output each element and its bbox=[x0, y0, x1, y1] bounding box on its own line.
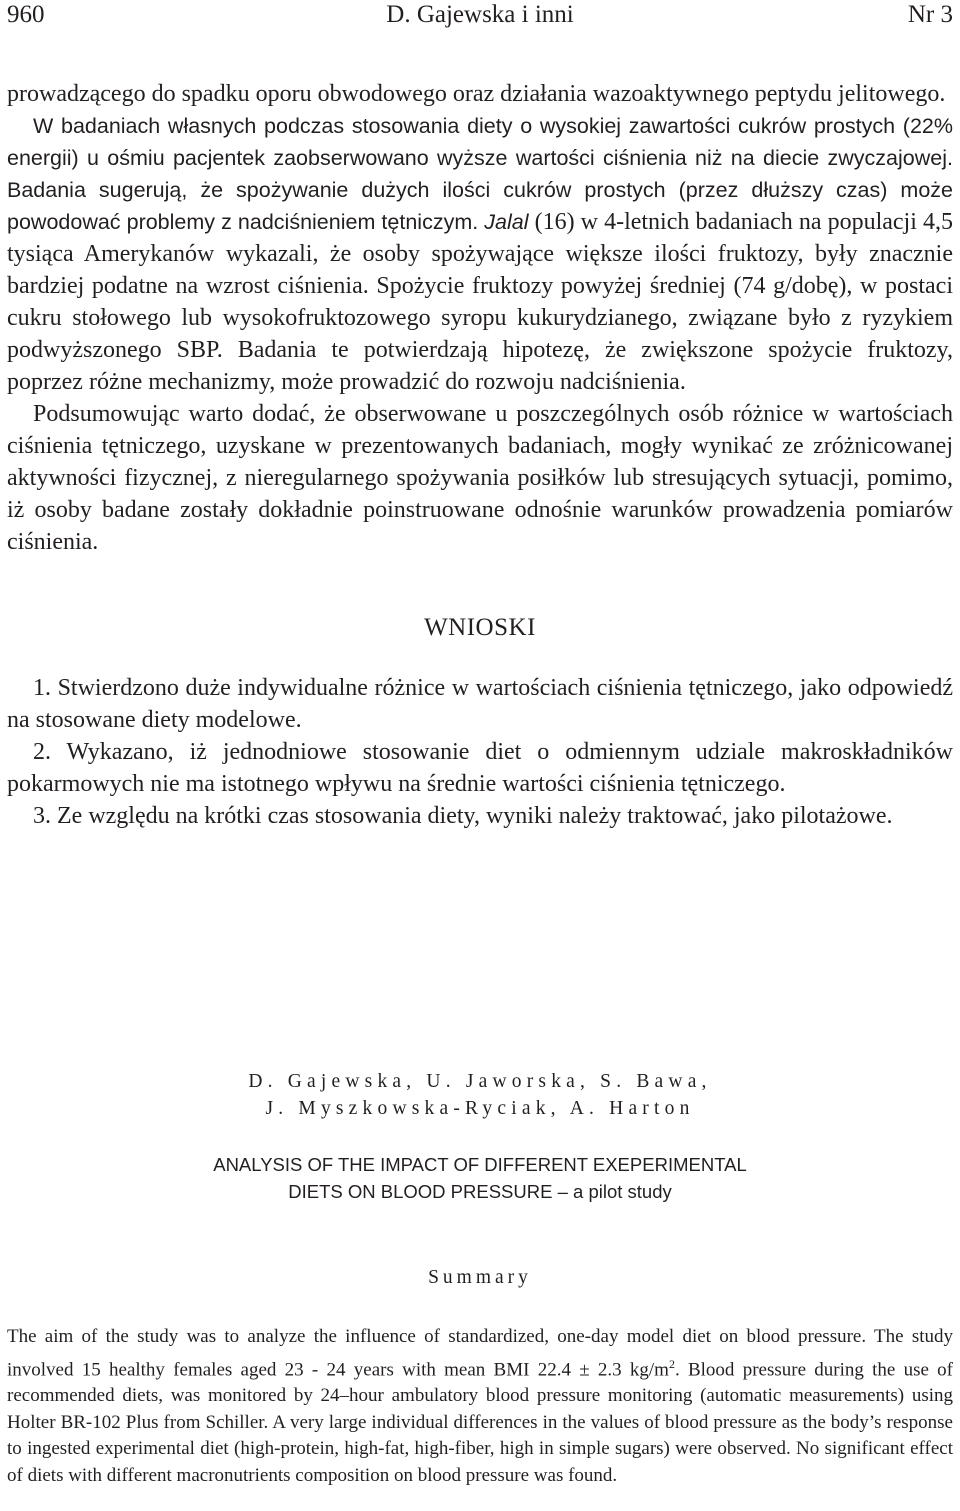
paragraph-own-research bbox=[7, 110, 953, 398]
section-heading-conclusions: WNIOSKI bbox=[424, 614, 536, 641]
article-body bbox=[7, 78, 953, 832]
issue-number: Nr 3 bbox=[907, 1, 953, 28]
abstract-paragraph bbox=[7, 1324, 953, 1489]
english-title bbox=[0, 1151, 960, 1205]
title-line: ANALYSIS OF THE IMPACT OF DIFFERENT EXEPERIMENTAL bbox=[213, 1154, 747, 1175]
authors-line: D. Gajewska, U. Jaworska, S. Bawa, bbox=[248, 1071, 712, 1092]
paragraph-text: (16) w 4-letnich badaniach na populacji 4,5 tysiąca Amerykanów wykazali, że osoby spożywające większe ilości fruktozy, były znacznie bardziej podatne na wzrost ciśnienia. Spożycie fruktozy powyżej średniej (74 g/dobę), w postaci cukru stołowego lub wysokofruktozowego syropu kukurydzianego, związane było z ryzykiem podwyższonego SBP. Badania te potwierdzają hipotezę, że zwiększone spożycie fruktozy, poprzez różne mechanizmy, może prowadzić do rozwoju nadciśnienia. bbox=[7, 209, 953, 395]
conclusion-item: 1. Stwierdzono duże indywidualne różnice w wartościach ciśnienia tętniczego, jako odpowiedź na stosowane diety modelowe. bbox=[7, 675, 953, 733]
english-authors bbox=[0, 1068, 960, 1122]
paragraph-text: W badaniach własnych podczas stosowania diety o wysokiej zawartości cukrów prostych (22% energii) u ośmiu pacjentek zaobserwowano wyższe wartości ciśnienia niż na diecie zwyczajowej. Badania sugerują, że spożywanie dużych ilości cukrów prostych (przez dłuższy czas) może powodować problemy z nadciśnieniem tętniczym. bbox=[7, 114, 953, 234]
running-title: D. Gajewska i inni bbox=[386, 1, 574, 28]
abstract-text: The aim of the study was to analyze the influence of standardized, one-day model diet on blood pressure. The study involved 15 healthy females aged 23 - 24 years with mean BMI 22.4 ± 2.3 kg/m bbox=[7, 1326, 953, 1380]
conclusion-item: 2. Wykazano, iż jednodniowe stosowanie diet o odmiennym udziale makroskładników pokarmowych nie ma istotnego wpływu na średnie wartości ciśnienia tętniczego. bbox=[7, 739, 953, 797]
superscript: 2 bbox=[668, 1356, 675, 1371]
abstract-text: . Blood pressure during the use of recommended diets, was monitored by 24–hour ambulatory blood pressure monitoring (automatic measurements) using Holter BR-102 Plus from Schiller. A very large individual differences in the values of blood pressure as the body’s response to ingested experimental diet (high-protein, high-fat, high-fiber, high in simple sugars) were observed. No significant effect of diets with different macronutrients composition on blood pressure was found. bbox=[7, 1358, 954, 1486]
conclusion-item: 3. Ze względu na krótki czas stosowania diety, wyniki należy traktować, jako pilotażowe. bbox=[33, 803, 893, 829]
title-line: DIETS ON BLOOD PRESSURE – a pilot study bbox=[288, 1181, 672, 1202]
english-abstract bbox=[7, 1324, 953, 1489]
paragraph-continuation: prowadzącego do spadku oporu obwodowego oraz działania wazoaktywnego peptydu jelitowego. bbox=[7, 81, 946, 107]
summary-heading: Summary bbox=[428, 1267, 532, 1288]
cited-author: Jalal bbox=[484, 210, 529, 234]
authors-line: J. Myszkowska-Ryciak, A. Harton bbox=[265, 1098, 695, 1119]
page-number: 960 bbox=[7, 1, 45, 28]
paragraph-summary: Podsumowując warto dodać, że obserwowane u poszczególnych osób różnice w wartościach ciśnienia tętniczego, uzyskane w prezentowanych badaniach, mogły wynikać ze zróżnicowanej aktywności fizycznej, z nieregularnego spożywania posiłków lub stresujących sytuacji, pomimo, iż osoby badane zostały dokładnie poinstruowane odnośnie warunków prowadzenia pomiarów ciśnienia. bbox=[7, 401, 953, 555]
page-header bbox=[7, 0, 953, 34]
